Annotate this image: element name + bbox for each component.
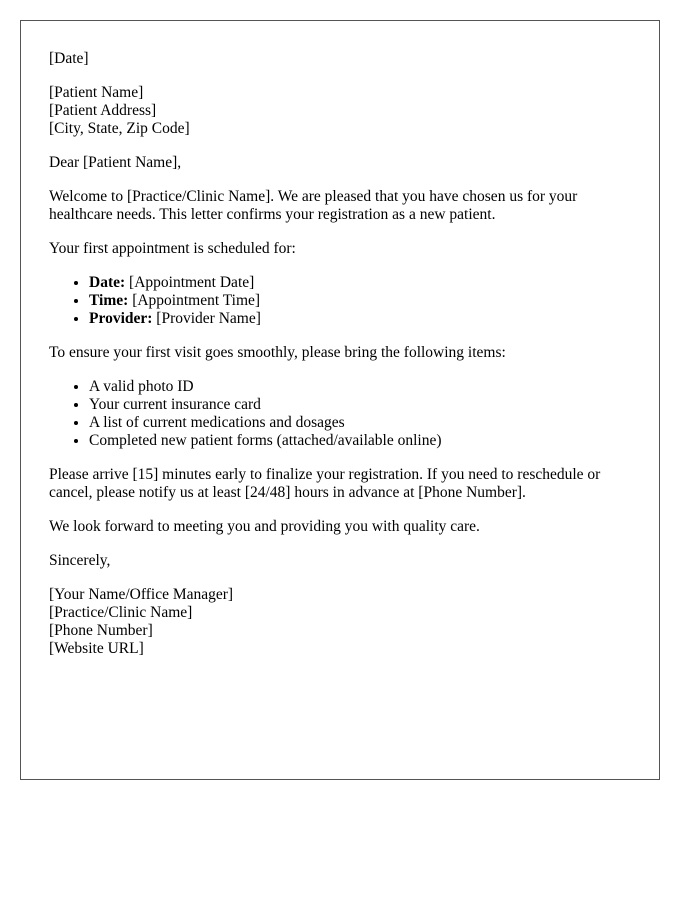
recipient-address: [Patient Address] — [49, 102, 157, 119]
signature-website: [Website URL] — [49, 640, 144, 657]
salutation: Dear [Patient Name], — [49, 154, 182, 171]
intro-paragraph: Welcome to [Practice/Clinic Name]. We are pleased that you have chosen us for your healthcare needs. This letter confirms your registration as a new patient. — [49, 188, 578, 223]
arrival-paragraph: Please arrive [15] minutes early to finalize your registration. If you need to reschedule or cancel, please notify us at least [24/48] hours in advance at [Phone Number]. — [49, 466, 601, 501]
letter-page — [20, 20, 660, 780]
appointment-provider-item — [89, 310, 631, 328]
letter-date: [Date] — [49, 50, 89, 67]
bring-items-list — [49, 378, 631, 450]
appointment-time-value: [Appointment Time] — [128, 292, 261, 309]
appointment-date-item — [89, 274, 631, 292]
signature-practice: [Practice/Clinic Name] — [49, 604, 193, 621]
appointment-provider-value: [Provider Name] — [152, 310, 261, 327]
recipient-name: [Patient Name] — [49, 84, 144, 101]
appointment-lead: Your first appointment is scheduled for: — [49, 240, 296, 257]
recipient-city-state-zip: [City, State, Zip Code] — [49, 120, 190, 137]
bring-items-lead: To ensure your first visit goes smoothly, please bring the following items: — [49, 344, 506, 361]
bring-item-photo-id: • A valid photo ID — [89, 378, 631, 396]
bring-item-insurance-card: • Your current insurance card — [89, 396, 631, 414]
appointment-details-list — [49, 274, 631, 328]
recipient-address-block — [49, 84, 631, 138]
signature-name: [Your Name/Office Manager] — [49, 586, 234, 603]
appointment-date-value: [Appointment Date] — [125, 274, 255, 291]
appointment-date-label: Date: — [89, 274, 126, 291]
appointment-time-item — [89, 292, 631, 310]
closing-line: We look forward to meeting you and providing you with quality care. — [49, 518, 480, 535]
signature-phone: [Phone Number] — [49, 622, 153, 639]
signoff: Sincerely, — [49, 552, 111, 569]
signature-block — [49, 586, 631, 658]
bring-item-medications-list: • A list of current medications and dosages — [89, 414, 631, 432]
bring-item-patient-forms: • Completed new patient forms (attached/available online) — [89, 432, 631, 450]
appointment-provider-label: Provider: — [89, 310, 153, 327]
appointment-time-label: Time: — [89, 292, 129, 309]
